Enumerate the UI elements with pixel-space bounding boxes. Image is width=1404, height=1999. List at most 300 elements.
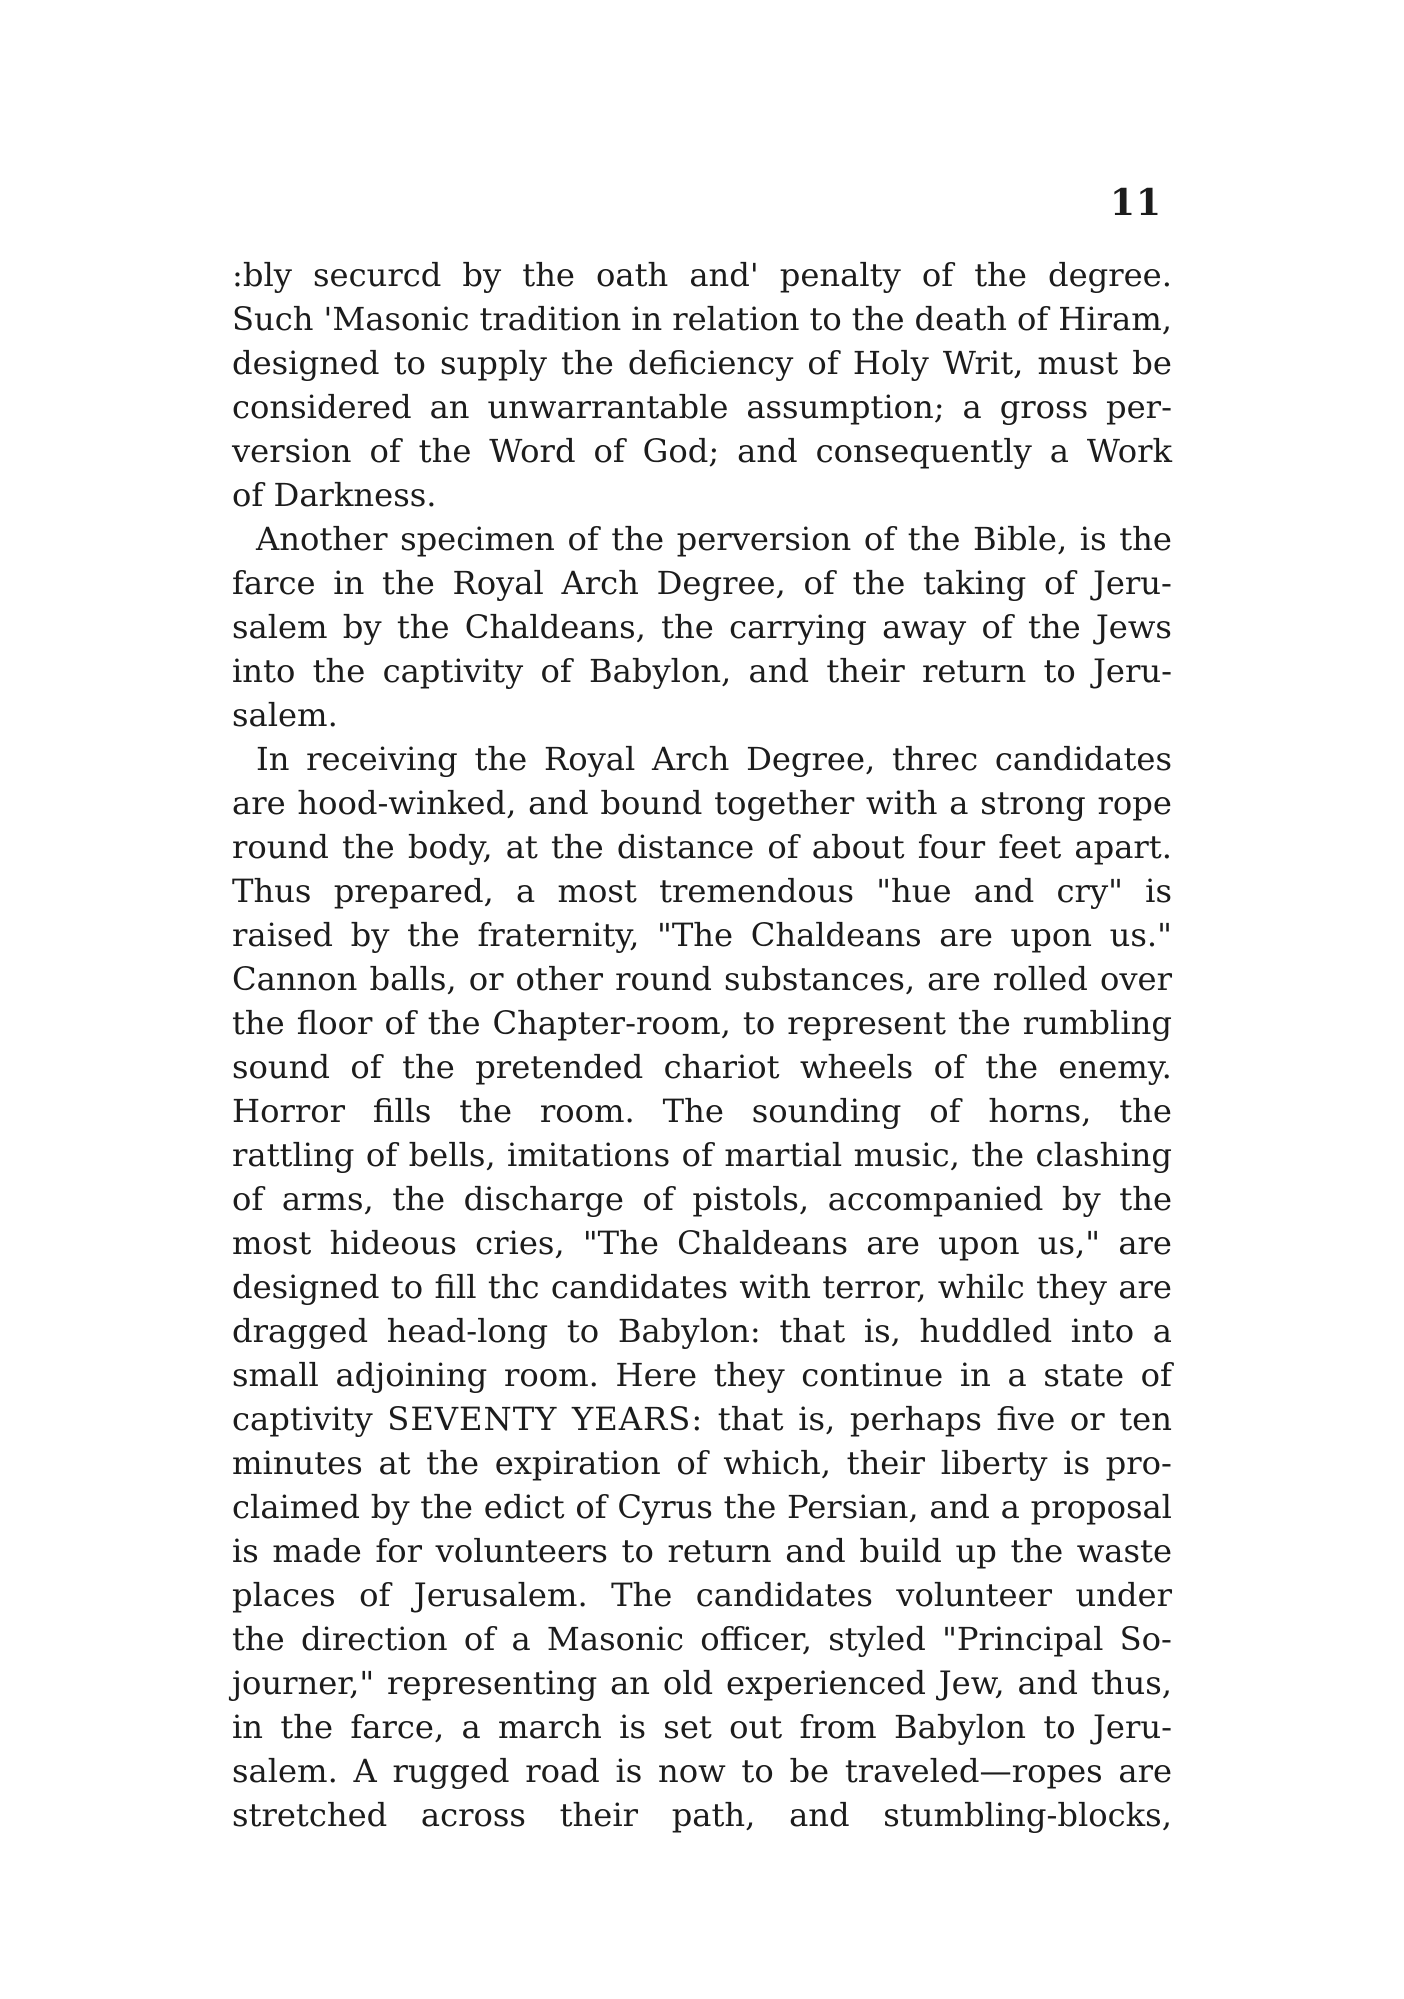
word: for <box>375 1532 423 1570</box>
word: sounding <box>751 1092 902 1130</box>
word: volunteers <box>435 1532 608 1570</box>
word: deficiency <box>627 344 794 382</box>
word: march <box>498 1708 602 1746</box>
word: to <box>566 1312 600 1350</box>
text-line <box>232 1089 1172 1133</box>
word: "The <box>657 916 734 954</box>
text-line <box>232 1485 1172 1529</box>
word: by <box>370 1488 410 1526</box>
word: the <box>420 1488 473 1526</box>
text-line <box>232 1353 1172 1397</box>
word: thus, <box>1090 1664 1172 1702</box>
word: the <box>851 300 905 338</box>
word: into <box>232 652 296 690</box>
word: the <box>341 828 395 866</box>
word: liberty <box>940 1444 1048 1482</box>
word: return <box>667 1532 772 1570</box>
word: by <box>350 916 390 954</box>
word: of <box>384 1004 416 1042</box>
word: waste <box>1076 1532 1172 1570</box>
word: carrying <box>729 608 867 646</box>
word: us," <box>1037 1224 1101 1262</box>
text-line <box>232 1573 1172 1617</box>
word: the <box>907 520 961 558</box>
word: at <box>505 828 538 866</box>
word: a <box>511 1620 531 1658</box>
word: arms, <box>281 1180 374 1218</box>
word: round <box>232 828 329 866</box>
word: of <box>1043 564 1076 602</box>
word: the <box>382 564 435 602</box>
text-line <box>232 1177 1172 1221</box>
word: Jeru- <box>1092 564 1172 602</box>
word: candidates <box>994 740 1172 778</box>
word: God; <box>642 432 720 470</box>
word: to <box>390 1268 424 1306</box>
text-line <box>232 869 1172 913</box>
word: and <box>1017 1664 1079 1702</box>
text-line <box>232 693 1172 737</box>
word: and <box>789 1796 850 1834</box>
text-line <box>232 1001 1172 1045</box>
text-line <box>232 473 1172 517</box>
word: are <box>939 916 993 954</box>
word: a <box>1000 1488 1020 1526</box>
text-line <box>232 1221 1172 1265</box>
word: room. <box>539 1092 635 1130</box>
word: Bible, <box>973 520 1068 558</box>
text-line <box>232 429 1172 473</box>
text-line <box>232 1045 1172 1089</box>
word: raised <box>232 916 334 954</box>
word: edict <box>483 1488 565 1526</box>
word: Persian, <box>787 1488 919 1526</box>
word: fraternity, <box>477 916 640 954</box>
word: the <box>232 1004 285 1042</box>
word: Hiram, <box>1058 300 1172 338</box>
word: road <box>525 1752 600 1790</box>
word: an <box>429 388 470 426</box>
word: per- <box>1106 388 1172 426</box>
word: music, <box>853 1136 960 1174</box>
word: small <box>232 1356 319 1394</box>
word: the <box>232 1620 285 1658</box>
word: by <box>462 256 502 294</box>
word: their <box>826 652 905 690</box>
word: now <box>658 1752 726 1790</box>
word: Babylon, <box>589 652 732 690</box>
word: that <box>717 1400 784 1438</box>
word: Jerusalem. <box>413 1576 588 1614</box>
word: cries, <box>475 1224 565 1262</box>
word: Royal <box>543 740 636 778</box>
word: by <box>1061 1180 1101 1218</box>
word: wheels <box>799 1048 914 1086</box>
text-line <box>232 1309 1172 1353</box>
word: Horror <box>232 1092 345 1130</box>
text-line <box>232 1133 1172 1177</box>
word: is <box>619 1708 646 1746</box>
word: Arch <box>561 564 639 602</box>
word: of <box>232 1180 264 1218</box>
word: enemy. <box>1058 1048 1172 1086</box>
word: salem. <box>232 1752 338 1790</box>
word: apart. <box>1074 828 1172 866</box>
text-line <box>232 605 1172 649</box>
word: a <box>1049 432 1069 470</box>
word: in <box>959 1356 991 1394</box>
word: Cannon <box>232 960 358 998</box>
word: perversion <box>676 520 852 558</box>
word: the <box>280 1708 334 1746</box>
word: in <box>232 1708 264 1746</box>
word: their <box>846 1444 926 1482</box>
word: imitations <box>507 1136 671 1174</box>
word: sound <box>232 1048 330 1086</box>
word: and <box>973 872 1035 910</box>
word: cry" <box>1056 872 1123 910</box>
word: penalty <box>779 256 901 294</box>
word: with <box>739 1268 811 1306</box>
word: the <box>985 1048 1039 1086</box>
word: of <box>232 476 274 514</box>
text-line <box>232 825 1172 869</box>
word: death <box>914 300 1007 338</box>
word: of <box>1140 1356 1172 1394</box>
word: of <box>803 564 835 602</box>
word: Arch <box>651 740 730 778</box>
word: bells, <box>408 1136 496 1174</box>
word: with <box>865 784 938 822</box>
word: the <box>550 828 604 866</box>
word: Jews <box>1095 608 1172 646</box>
word: assumption; <box>746 388 945 426</box>
text-line <box>232 1749 1172 1793</box>
word: the <box>396 608 450 646</box>
word: of <box>575 1488 607 1526</box>
word: or <box>1069 1400 1105 1438</box>
text-line <box>232 1529 1172 1573</box>
word: to <box>621 1532 654 1570</box>
word: balls, <box>369 960 457 998</box>
word: rope <box>1097 784 1172 822</box>
word: is <box>1079 520 1107 558</box>
word: of <box>929 1092 961 1130</box>
word: across <box>420 1796 526 1834</box>
word: consequently <box>815 432 1032 470</box>
word: Here <box>615 1356 698 1394</box>
text-line <box>232 385 1172 429</box>
word: ten <box>1119 1400 1172 1438</box>
word: captivity <box>232 1400 373 1438</box>
word: the <box>407 916 460 954</box>
word: the <box>971 1136 1025 1174</box>
word: the <box>561 344 614 382</box>
body-text <box>232 253 1172 1837</box>
word: Masonic <box>546 1620 685 1658</box>
word: Chaldeans, <box>464 608 646 646</box>
word: which, <box>723 1444 831 1482</box>
word: the <box>392 1180 445 1218</box>
word: considered <box>232 388 412 426</box>
word: body, <box>407 828 493 866</box>
word: huddled <box>919 1312 1053 1350</box>
word: path, <box>671 1796 756 1834</box>
text-line <box>232 561 1172 605</box>
word: unwarrantable <box>487 388 729 426</box>
word: whilc <box>937 1268 1025 1306</box>
text-line <box>232 1441 1172 1485</box>
word: Degree, <box>746 740 876 778</box>
paragraph-start-line <box>232 517 1172 561</box>
word: of <box>1016 300 1049 338</box>
text-line <box>232 1661 1172 1705</box>
word: be <box>1132 344 1172 382</box>
word: of <box>642 1180 674 1218</box>
word: their <box>559 1796 639 1834</box>
word: of <box>365 1136 398 1174</box>
word: of <box>593 432 625 470</box>
word: to <box>809 300 842 338</box>
word: discharge <box>463 1180 624 1218</box>
word: room. <box>503 1356 599 1394</box>
word: supply <box>440 344 547 382</box>
word: rolled <box>992 960 1088 998</box>
word: are <box>927 960 981 998</box>
word: distance <box>616 828 755 866</box>
word: degree. <box>1047 256 1172 294</box>
word: securcd <box>313 256 442 294</box>
word: minutes <box>232 1444 363 1482</box>
word: of <box>767 828 799 866</box>
word: made <box>272 1532 362 1570</box>
word: us." <box>1109 916 1172 954</box>
word: Such <box>232 300 314 338</box>
word: continue <box>801 1356 944 1394</box>
word: specimen <box>400 520 555 558</box>
word: clashing <box>1035 1136 1172 1174</box>
word: most <box>557 872 637 910</box>
word: stretched <box>232 1796 388 1834</box>
word: at <box>378 1444 411 1482</box>
word: thc <box>487 1268 540 1306</box>
word: is <box>1145 872 1172 910</box>
word: a <box>949 784 969 822</box>
word: are <box>1118 1268 1172 1306</box>
text-line <box>232 1265 1172 1309</box>
word: four <box>917 828 986 866</box>
word: In <box>256 740 290 778</box>
word: styled <box>828 1620 926 1658</box>
text-line <box>232 1397 1172 1441</box>
word: are <box>866 1224 920 1262</box>
word: designed <box>232 1268 380 1306</box>
word: Jew, <box>938 1664 1005 1702</box>
word: rattling <box>232 1136 355 1174</box>
word: Chaldeans <box>750 916 922 954</box>
word: five <box>996 1400 1056 1438</box>
word: substances, <box>724 960 916 998</box>
word: Another <box>256 520 388 558</box>
word: salem. <box>232 696 338 734</box>
word: threc <box>891 740 979 778</box>
word: stumbling-blocks, <box>883 1796 1172 1834</box>
word: over <box>1099 960 1172 998</box>
word: Thus <box>232 872 312 910</box>
word: to <box>741 1752 774 1790</box>
text-line <box>232 1617 1172 1661</box>
word: the <box>852 564 906 602</box>
word: of <box>463 1620 496 1658</box>
word: expiration <box>494 1444 661 1482</box>
word: Cyrus <box>617 1488 713 1526</box>
word: gross <box>999 388 1089 426</box>
word: Jeru- <box>1093 1708 1172 1746</box>
word: a <box>962 388 982 426</box>
word: most <box>232 1224 312 1262</box>
word: of <box>567 520 599 558</box>
word: captivity <box>382 652 524 690</box>
text-line <box>232 781 1172 825</box>
word: away <box>882 608 967 646</box>
word: head-long <box>386 1312 549 1350</box>
word: are <box>232 784 286 822</box>
word: or <box>468 960 504 998</box>
word: terror, <box>822 1268 927 1306</box>
word: to <box>393 344 426 382</box>
word: adjoining <box>335 1356 488 1394</box>
text-line <box>232 1705 1172 1749</box>
word: YEARS: <box>572 1400 704 1438</box>
word: "hue <box>876 872 952 910</box>
word: "The <box>582 1224 659 1262</box>
word: round <box>615 960 712 998</box>
word: pro- <box>1105 1444 1172 1482</box>
word: A <box>353 1752 377 1790</box>
word: prepared, <box>333 872 494 910</box>
word: tremendous <box>659 872 854 910</box>
word: :bly <box>232 256 292 294</box>
word: officer, <box>700 1620 812 1658</box>
word: floor <box>296 1004 373 1042</box>
word: Chapter-room, <box>492 1004 731 1042</box>
word: that <box>779 1312 846 1350</box>
word: Holy <box>852 344 929 382</box>
word: of <box>359 1576 391 1614</box>
word: the <box>723 1488 777 1526</box>
word: experienced <box>725 1664 926 1702</box>
word: fill <box>434 1268 477 1306</box>
word: "Principal <box>942 1620 1104 1658</box>
word: under <box>1075 1576 1172 1614</box>
word: the <box>1027 608 1081 646</box>
word: strong <box>980 784 1086 822</box>
word: salem <box>232 608 328 646</box>
paragraph-start-line <box>232 737 1172 781</box>
word: tradition <box>479 300 622 338</box>
word: martial <box>724 1136 843 1174</box>
word: up <box>955 1532 997 1570</box>
word: the <box>611 520 665 558</box>
word: build <box>859 1532 942 1570</box>
word: dragged <box>232 1312 369 1350</box>
word: to <box>742 1004 776 1042</box>
word: The <box>611 1576 673 1614</box>
word: perhaps <box>849 1400 982 1438</box>
word: Darkness. <box>273 476 437 514</box>
word: of <box>863 520 896 558</box>
word: is <box>1063 1444 1090 1482</box>
word: the <box>1119 520 1172 558</box>
word: accompanied <box>827 1180 1044 1218</box>
word: rumbling <box>1022 1004 1172 1042</box>
word: the <box>459 1092 513 1130</box>
word: the <box>312 652 366 690</box>
word: volunteer <box>896 1576 1053 1614</box>
word: the <box>474 740 528 778</box>
text-line <box>232 649 1172 693</box>
word: traveled—ropes <box>844 1752 1103 1790</box>
word: rugged <box>392 1752 510 1790</box>
word: candidates <box>695 1576 873 1614</box>
word: old <box>662 1664 714 1702</box>
word: representing <box>386 1664 598 1702</box>
word: of <box>369 432 401 470</box>
word: they <box>1036 1268 1107 1306</box>
word: claimed <box>232 1488 360 1526</box>
word: the <box>1010 1532 1064 1570</box>
word: proposal <box>1030 1488 1172 1526</box>
word: an <box>610 1664 651 1702</box>
text-line <box>232 957 1172 1001</box>
word: pistols, <box>692 1180 810 1218</box>
word: fills <box>372 1092 432 1130</box>
word: the <box>402 1048 455 1086</box>
word: farce <box>232 564 316 602</box>
word: be <box>789 1752 830 1790</box>
word: direction <box>300 1620 448 1658</box>
word: the <box>1119 1092 1172 1130</box>
word: into <box>1070 1312 1135 1350</box>
page-number: 11 <box>1110 182 1163 224</box>
word: journer," <box>232 1664 375 1702</box>
word: the <box>974 256 1027 294</box>
word: pretended <box>475 1048 644 1086</box>
word: Chaldeans <box>677 1224 849 1262</box>
text-line <box>232 297 1172 341</box>
word: in <box>631 300 663 338</box>
word: are <box>1118 1224 1172 1262</box>
word: is <box>232 1532 259 1570</box>
word: bound <box>600 784 703 822</box>
word: are <box>1118 1752 1172 1790</box>
word: a <box>461 1708 481 1746</box>
word: hideous <box>329 1224 457 1262</box>
word: Word <box>489 432 576 470</box>
word: the <box>418 432 472 470</box>
word: together <box>714 784 855 822</box>
text-line <box>232 253 1172 297</box>
word: the <box>958 1004 1011 1042</box>
word: So- <box>1119 1620 1172 1658</box>
word: other <box>515 960 604 998</box>
word: upon <box>1010 916 1092 954</box>
word: upon <box>938 1224 1020 1262</box>
word: the <box>1119 1180 1172 1218</box>
word: 'Masonic <box>323 300 470 338</box>
word: chariot <box>663 1048 780 1086</box>
word: and <box>528 784 589 822</box>
